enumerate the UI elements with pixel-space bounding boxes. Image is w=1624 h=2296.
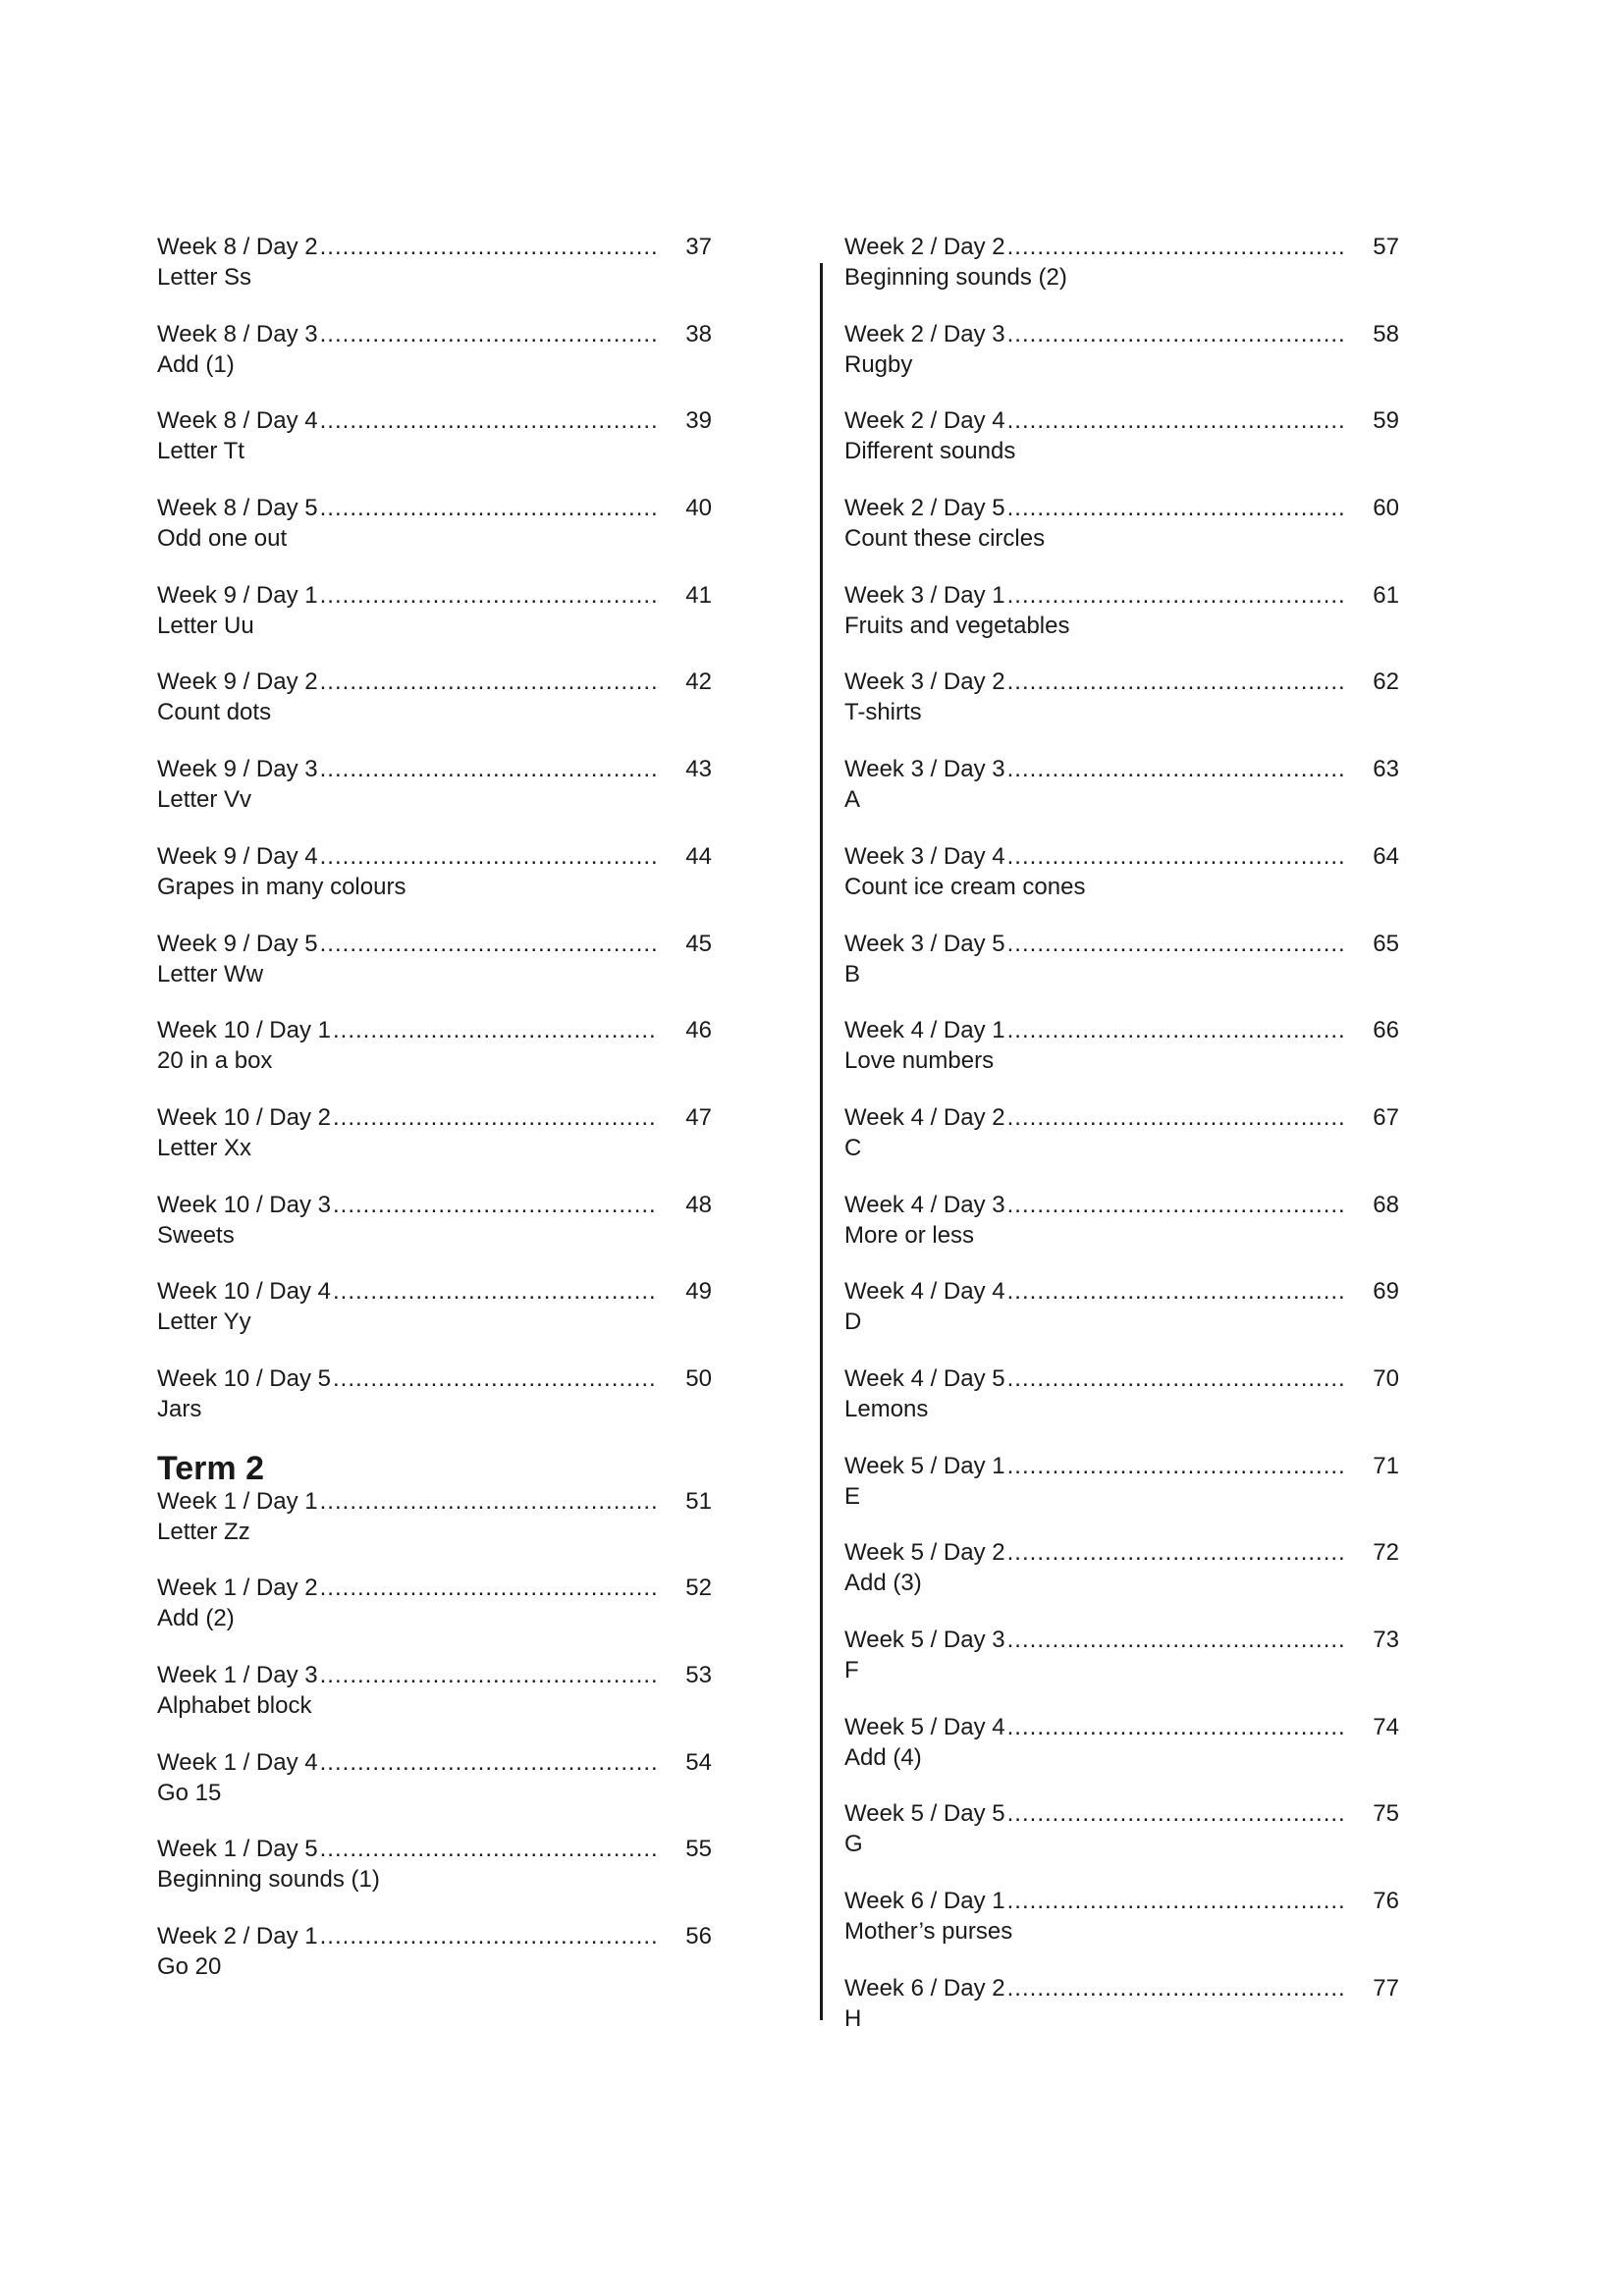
- toc-entry-subtitle: Count ice cream cones: [844, 873, 1086, 900]
- toc-entry-line: [157, 1102, 712, 1133]
- toc-entry-line: [844, 580, 1399, 611]
- toc-page-number: 64: [1373, 842, 1399, 870]
- dot-leader: [1007, 493, 1344, 523]
- toc-entry-title: Week 4 / Day 2: [844, 1103, 1005, 1131]
- toc-page-number: 67: [1373, 1103, 1399, 1131]
- toc-page-number: 45: [685, 930, 712, 957]
- toc-entry-title: Week 3 / Day 2: [844, 668, 1005, 696]
- toc-entry-line: [157, 405, 712, 436]
- dot-leader: [1007, 1451, 1344, 1481]
- toc-entry-line: [157, 580, 712, 611]
- toc-page-number: 60: [1373, 495, 1399, 522]
- toc-entry[interactable]: [844, 1451, 1399, 1538]
- dot-leader: [320, 1660, 657, 1690]
- toc-entry-title: Week 10 / Day 4: [157, 1278, 331, 1306]
- toc-entry-title: Week 2 / Day 1: [157, 1923, 318, 1950]
- dot-leader: [333, 1102, 657, 1133]
- toc-page-number: 66: [1373, 1017, 1399, 1044]
- toc-entry-title: Week 5 / Day 2: [844, 1539, 1005, 1567]
- toc-entry-title: Week 2 / Day 2: [844, 234, 1005, 260]
- toc-entry[interactable]: [844, 1190, 1399, 1277]
- dot-leader: [1007, 929, 1344, 959]
- dot-leader: [1007, 580, 1344, 611]
- toc-entry[interactable]: [157, 319, 712, 406]
- toc-entry-title: Week 4 / Day 4: [844, 1278, 1005, 1306]
- toc-page-number: 41: [685, 581, 712, 609]
- dot-leader: [1007, 1363, 1344, 1394]
- toc-entry-line: [844, 1625, 1399, 1655]
- toc-page-number: 42: [685, 668, 712, 696]
- toc-entry-line: [844, 667, 1399, 697]
- toc-entry-line: [844, 1363, 1399, 1394]
- dot-leader: [1007, 1973, 1344, 2003]
- toc-page-number: 69: [1373, 1278, 1399, 1306]
- dot-leader: [333, 1276, 657, 1307]
- toc-page-number: 71: [1373, 1452, 1399, 1479]
- dot-leader: [333, 1015, 657, 1045]
- toc-entry-title: Week 4 / Day 5: [844, 1364, 1005, 1392]
- toc-entry-line: [844, 841, 1399, 872]
- toc-entry-line: [157, 1363, 712, 1394]
- toc-entry[interactable]: [844, 1973, 1399, 2060]
- toc-entry-title: Week 1 / Day 5: [157, 1836, 318, 1863]
- dot-leader: [1007, 841, 1344, 872]
- toc-entry-subtitle: Go 15: [157, 1779, 222, 1806]
- toc-entry-line: [157, 754, 712, 784]
- toc-entry[interactable]: [157, 1190, 712, 1277]
- toc-page-number: 76: [1373, 1888, 1399, 1915]
- toc-page-number: 53: [685, 1662, 712, 1688]
- toc-entry-line: [157, 319, 712, 349]
- toc-entry[interactable]: [157, 1015, 712, 1102]
- toc-entry-title: Week 9 / Day 5: [157, 930, 318, 957]
- toc-right-column: [844, 232, 1399, 2059]
- toc-entry-subtitle: Different sounds: [844, 438, 1016, 465]
- toc-entry[interactable]: [844, 580, 1399, 667]
- dot-leader: [320, 232, 657, 262]
- toc-entry-line: [157, 841, 712, 872]
- toc-entry[interactable]: [157, 667, 712, 754]
- toc-entry-title: Week 5 / Day 3: [844, 1627, 1005, 1653]
- toc-entry-subtitle: Letter Ss: [157, 264, 252, 291]
- toc-entry-title: Week 8 / Day 2: [157, 234, 318, 260]
- toc-entry-subtitle: T-shirts: [844, 699, 922, 726]
- toc-entry[interactable]: [157, 841, 712, 929]
- toc-entry[interactable]: [844, 929, 1399, 1016]
- toc-entry[interactable]: [157, 1573, 712, 1660]
- toc-page-number: 44: [685, 842, 712, 870]
- toc-entry-line: [157, 493, 712, 523]
- toc-entry-subtitle: Lemons: [844, 1395, 929, 1422]
- toc-page-number: 77: [1373, 1974, 1399, 2002]
- toc-page-number: 73: [1373, 1627, 1399, 1653]
- toc-entry-subtitle: C: [844, 1134, 862, 1161]
- dot-leader: [1007, 232, 1344, 262]
- toc-entry-line: [844, 1712, 1399, 1742]
- toc-entry-title: Week 3 / Day 5: [844, 930, 1005, 957]
- toc-entry[interactable]: [157, 1921, 712, 2008]
- toc-page-number: 37: [685, 234, 712, 260]
- toc-entry-title: Week 3 / Day 3: [844, 756, 1005, 783]
- dot-leader: [320, 754, 657, 784]
- toc-entry[interactable]: [844, 841, 1399, 929]
- toc-entry-line: [157, 232, 712, 262]
- toc-entry-line: [157, 667, 712, 697]
- toc-entry-subtitle: Odd one out: [157, 525, 288, 553]
- toc-page-number: 74: [1373, 1713, 1399, 1740]
- toc-entry-subtitle: Letter Tt: [157, 438, 244, 465]
- toc-entry-subtitle: B: [844, 960, 861, 988]
- toc-entry-title: Week 3 / Day 4: [844, 842, 1005, 870]
- toc-entry-title: Week 9 / Day 3: [157, 756, 318, 783]
- dot-leader: [320, 1834, 657, 1864]
- dot-leader: [1007, 1276, 1344, 1307]
- toc-entry-subtitle: Count dots: [157, 699, 272, 726]
- toc-entry-subtitle: Mother’s purses: [844, 1918, 1013, 1946]
- toc-entry-subtitle: H: [844, 2004, 862, 2032]
- toc-entry-title: Week 6 / Day 1: [844, 1888, 1005, 1915]
- toc-entry[interactable]: [844, 1712, 1399, 1799]
- toc-entry-line: [844, 929, 1399, 959]
- toc-entry-title: Week 8 / Day 4: [157, 407, 318, 435]
- dot-leader: [320, 1921, 657, 1951]
- toc-page-number: 54: [685, 1748, 712, 1776]
- toc-entry-title: Week 10 / Day 3: [157, 1191, 331, 1218]
- toc-entry-title: Week 8 / Day 3: [157, 320, 318, 347]
- toc-entry[interactable]: [844, 1537, 1399, 1625]
- toc-entry-subtitle: More or less: [844, 1221, 975, 1249]
- dot-leader: [1007, 319, 1344, 349]
- toc-entry-title: Week 1 / Day 2: [157, 1575, 318, 1602]
- toc-entry-subtitle: G: [844, 1831, 863, 1858]
- toc-entry[interactable]: [844, 232, 1399, 319]
- toc-entry-title: Week 1 / Day 3: [157, 1662, 318, 1688]
- toc-page-number: 57: [1373, 234, 1399, 260]
- toc-page-number: 59: [1373, 407, 1399, 435]
- toc-entry[interactable]: [844, 1886, 1399, 1973]
- toc-entry-subtitle: Go 20: [157, 1953, 222, 1981]
- dot-leader: [1007, 1798, 1344, 1829]
- toc-page-number: 68: [1373, 1191, 1399, 1218]
- toc-entry-title: Week 2 / Day 3: [844, 320, 1005, 347]
- toc-page-number: 65: [1373, 930, 1399, 957]
- toc-entry-subtitle: Letter Zz: [157, 1518, 250, 1545]
- toc-entry-line: [844, 1973, 1399, 2003]
- toc-entry-title: Week 5 / Day 5: [844, 1800, 1005, 1828]
- toc-entry-line: [157, 1190, 712, 1220]
- toc-entry[interactable]: [844, 1625, 1399, 1712]
- toc-entry[interactable]: [157, 405, 712, 493]
- toc-entry[interactable]: [844, 754, 1399, 841]
- toc-page-number: 51: [685, 1487, 712, 1515]
- dot-leader: [333, 1363, 657, 1394]
- toc-entry-line: [844, 405, 1399, 436]
- toc-entry-subtitle: D: [844, 1308, 862, 1336]
- toc-entry[interactable]: [844, 1102, 1399, 1190]
- toc-page-number: 46: [685, 1017, 712, 1044]
- toc-entry-subtitle: Letter Uu: [157, 612, 254, 639]
- dot-leader: [320, 667, 657, 697]
- dot-leader: [320, 580, 657, 611]
- toc-entry-title: Week 10 / Day 2: [157, 1103, 331, 1131]
- toc-entry-subtitle: Add (4): [844, 1743, 922, 1771]
- toc-entry-title: Week 5 / Day 1: [844, 1452, 1005, 1479]
- toc-page-number: 47: [685, 1103, 712, 1131]
- dot-leader: [320, 405, 657, 436]
- toc-entry-line: [844, 1537, 1399, 1568]
- toc-entry-subtitle: Letter Vv: [157, 786, 252, 814]
- toc-entry-subtitle: Sweets: [157, 1221, 235, 1249]
- toc-page-number: 38: [685, 320, 712, 347]
- toc-entry[interactable]: [844, 1276, 1399, 1363]
- dot-leader: [1007, 1625, 1344, 1655]
- dot-leader: [1007, 754, 1344, 784]
- toc-page-number: 49: [685, 1278, 712, 1306]
- toc-entry-subtitle: Letter Xx: [157, 1134, 252, 1161]
- toc-page-number: 52: [685, 1575, 712, 1602]
- toc-entry-subtitle: Add (2): [157, 1605, 235, 1632]
- toc-page-number: 55: [685, 1836, 712, 1863]
- toc-entry-subtitle: Add (1): [157, 350, 235, 378]
- toc-entry-title: Week 9 / Day 4: [157, 842, 318, 870]
- toc-entry-line: [844, 1276, 1399, 1307]
- toc-entry-subtitle: Add (3): [844, 1570, 922, 1597]
- section-heading-term: Term 2: [157, 1449, 264, 1487]
- column-divider: [820, 263, 823, 2020]
- toc-entry-line: [844, 493, 1399, 523]
- toc-entry-title: Week 8 / Day 5: [157, 495, 318, 522]
- toc-entry-line: [157, 1015, 712, 1045]
- toc-entry-line: [844, 1190, 1399, 1220]
- dot-leader: [333, 1190, 657, 1220]
- toc-entry-line: [157, 929, 712, 959]
- toc-page-number: 50: [685, 1364, 712, 1392]
- toc-page-number: 58: [1373, 320, 1399, 347]
- toc-entry[interactable]: [844, 1363, 1399, 1451]
- toc-entry-subtitle: Letter Yy: [157, 1308, 251, 1336]
- toc-entry[interactable]: [157, 232, 712, 319]
- toc-entry[interactable]: [157, 1747, 712, 1835]
- toc-entry[interactable]: [157, 1660, 712, 1747]
- toc-page-number: 70: [1373, 1364, 1399, 1392]
- toc-entry-subtitle: Grapes in many colours: [157, 873, 406, 900]
- toc-entry[interactable]: [157, 754, 712, 841]
- dot-leader: [320, 1486, 657, 1517]
- dot-leader: [1007, 667, 1344, 697]
- toc-entry-line: [844, 1451, 1399, 1481]
- toc-entry[interactable]: [844, 319, 1399, 406]
- dot-leader: [320, 929, 657, 959]
- toc-entry-line: [157, 1486, 712, 1517]
- toc-entry[interactable]: [844, 667, 1399, 754]
- toc-entry-title: Week 9 / Day 2: [157, 668, 318, 696]
- toc-entry-subtitle: 20 in a box: [157, 1047, 273, 1075]
- toc-entry[interactable]: [844, 1015, 1399, 1102]
- toc-entry[interactable]: [844, 1798, 1399, 1886]
- toc-entry-title: Week 5 / Day 4: [844, 1713, 1005, 1740]
- toc-entry-title: Week 4 / Day 3: [844, 1191, 1005, 1218]
- toc-entry-title: Week 4 / Day 1: [844, 1017, 1005, 1044]
- dot-leader: [1007, 1537, 1344, 1568]
- toc-page-number: 75: [1373, 1800, 1399, 1828]
- toc-entry-title: Week 1 / Day 4: [157, 1748, 318, 1776]
- toc-page-number: 61: [1373, 581, 1399, 609]
- toc-entry[interactable]: [157, 1486, 712, 1574]
- dot-leader: [320, 1573, 657, 1603]
- toc-entry-title: Week 2 / Day 4: [844, 407, 1005, 435]
- dot-leader: [320, 493, 657, 523]
- toc-entry-title: Week 3 / Day 1: [844, 581, 1005, 609]
- toc-entry[interactable]: [844, 493, 1399, 580]
- toc-entry-line: [844, 319, 1399, 349]
- toc-entry[interactable]: [157, 1363, 712, 1451]
- toc-page-number: 40: [685, 495, 712, 522]
- toc-entry-subtitle: Beginning sounds (2): [844, 264, 1067, 291]
- toc-entry-subtitle: F: [844, 1657, 859, 1683]
- toc-page-number: 62: [1373, 668, 1399, 696]
- dot-leader: [1007, 1015, 1344, 1045]
- toc-entry-title: Week 2 / Day 5: [844, 495, 1005, 522]
- toc-entry[interactable]: [157, 1276, 712, 1363]
- toc-entry[interactable]: [157, 929, 712, 1016]
- toc-entry[interactable]: [844, 405, 1399, 493]
- toc-entry-subtitle: Jars: [157, 1395, 202, 1422]
- toc-page-number: 56: [685, 1923, 712, 1950]
- toc-entry-line: [157, 1573, 712, 1603]
- toc-entry-subtitle: Fruits and vegetables: [844, 612, 1070, 639]
- toc-entry[interactable]: [157, 580, 712, 667]
- toc-entry-title: Week 1 / Day 1: [157, 1487, 318, 1515]
- toc-entry-line: [844, 1015, 1399, 1045]
- toc-entry-title: Week 10 / Day 5: [157, 1364, 331, 1392]
- toc-entry-line: [157, 1834, 712, 1864]
- dot-leader: [320, 1747, 657, 1778]
- toc-entry-title: Week 10 / Day 1: [157, 1017, 331, 1044]
- toc-entry-line: [157, 1921, 712, 1951]
- toc-entry-line: [157, 1747, 712, 1778]
- toc-page-number: 63: [1373, 756, 1399, 783]
- toc-entry-subtitle: A: [844, 786, 861, 814]
- dot-leader: [320, 841, 657, 872]
- toc-page-number: 48: [685, 1191, 712, 1218]
- dot-leader: [1007, 1102, 1344, 1133]
- toc-entry-subtitle: Count these circles: [844, 525, 1046, 553]
- toc-entry-subtitle: Letter Ww: [157, 960, 264, 988]
- toc-entry-title: Week 9 / Day 1: [157, 581, 318, 609]
- toc-page-number: 43: [685, 756, 712, 783]
- toc-entry-subtitle: Rugby: [844, 350, 913, 378]
- toc-entry-subtitle: Alphabet block: [157, 1692, 312, 1719]
- toc-entry-subtitle: Beginning sounds (1): [157, 1866, 380, 1894]
- toc-entry-line: [844, 1102, 1399, 1133]
- toc-entry-line: [157, 1276, 712, 1307]
- toc-entry-line: [157, 1660, 712, 1690]
- toc-entry-subtitle: E: [844, 1482, 861, 1510]
- dot-leader: [1007, 1886, 1344, 1916]
- toc-entry[interactable]: [157, 1102, 712, 1190]
- toc-entry-line: [844, 232, 1399, 262]
- toc-entry-line: [844, 1798, 1399, 1829]
- dot-leader: [1007, 405, 1344, 436]
- dot-leader: [1007, 1190, 1344, 1220]
- toc-entry-subtitle: Love numbers: [844, 1047, 995, 1075]
- toc-entry-line: [844, 754, 1399, 784]
- toc-left-column: [157, 232, 712, 2008]
- toc-entry[interactable]: [157, 1834, 712, 1921]
- toc-entry-title: Week 6 / Day 2: [844, 1974, 1005, 2002]
- toc-page-number: 39: [685, 407, 712, 435]
- dot-leader: [1007, 1712, 1344, 1742]
- toc-entry-line: [844, 1886, 1399, 1916]
- toc-entry[interactable]: [157, 493, 712, 580]
- toc-page-number: 72: [1373, 1539, 1399, 1567]
- dot-leader: [320, 319, 657, 349]
